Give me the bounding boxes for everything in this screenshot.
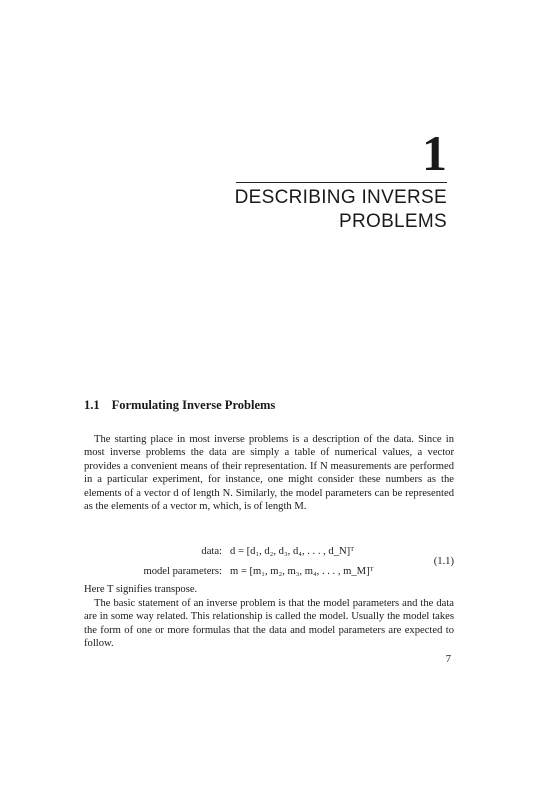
equation-row-data [84, 542, 454, 562]
equation-1-1 [84, 542, 454, 582]
section-heading [84, 398, 275, 413]
chapter-rule [236, 182, 447, 183]
section-number: 1.1 [84, 398, 100, 412]
equation-expr-data: d = [d₁, d₂, d₃, d₄, . . . , d_N]ᵀ [230, 546, 355, 557]
equation-row-model [84, 562, 454, 582]
chapter-number: 1 [422, 125, 447, 181]
section-title: Formulating Inverse Problems [111, 398, 276, 412]
equation-expr-model: m = [m₁, m₂, m₃, m₄, . . . , m_M]ᵀ [230, 566, 374, 577]
equation-label-data: data: [201, 546, 222, 557]
transpose-note: Here T signifies transpose. [84, 584, 198, 595]
paragraph-1: The starting place in most inverse problems is a description of the data. Since in most inverse problems the data are simply a table of numerical values, a vector provides a convenient means of their representation. If N measurements are performed in a particular experiment, for instance, one might consider these numbers as the elements of a vector d of length N. Similarly, the model parameters can be represented as the elements of a vector m, which, is of length M. [84, 434, 454, 513]
chapter-title-line-1: DESCRIBING INVERSE [234, 187, 447, 208]
chapter-title [187, 186, 447, 234]
equation-label-model: model parameters: [143, 566, 222, 577]
page-number: 7 [445, 654, 451, 665]
equation-number: (1.1) [433, 556, 454, 567]
chapter-title-line-2: PROBLEMS [339, 211, 447, 232]
paragraph-2: The basic statement of an inverse problem is that the model parameters and the data are in some way related. This relationship is called the model. Usually the model takes the form of one or more formulas that the data and model parameters are expected to follow. [84, 598, 454, 650]
